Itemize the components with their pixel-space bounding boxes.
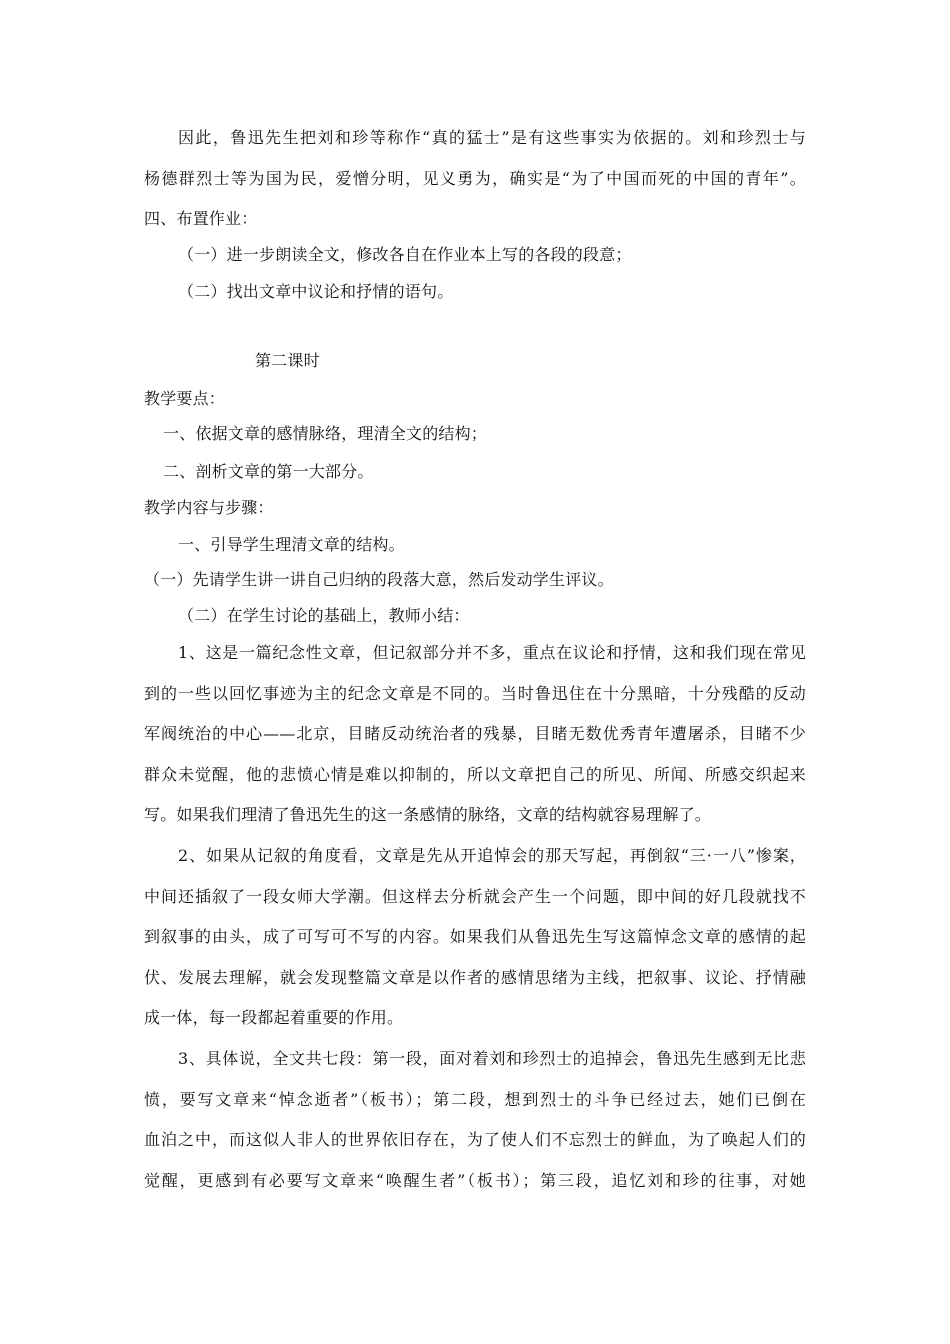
section-heading: 教学内容与步骤：: [144, 498, 274, 517]
paragraph-line: 觉醒，更感到有必要写文章来“唤醒生者”（板书）；第三段，追忆刘和珍的往事，对她: [144, 1171, 806, 1190]
list-item: 一、引导学生理清文章的结构。: [178, 535, 405, 554]
list-item: 一、依据文章的感情脉络，理清全文的结构；: [163, 424, 488, 443]
paragraph-line: 愤，要写文章来“悼念逝者”（板书）；第二段，想到烈士的斗争已经过去，她们已倒在: [144, 1090, 806, 1109]
paragraph-line: 到的一些以回忆事迹为主的纪念文章是不同的。当时鲁迅住在十分黑暗，十分残酷的反动: [144, 684, 806, 703]
paragraph-line: 到叙事的由头，成了可写可不写的内容。如果我们从鲁迅先生写这篇悼念文章的感情的起: [144, 927, 806, 946]
paragraph-line: 中间还插叙了一段女师大学潮。但这样去分析就会产生一个问题，即中间的好几段就找不: [144, 887, 806, 906]
paragraph-line: 杨德群烈士等为国为民，爱憎分明，见义勇为，确实是“为了中国而死的中国的青年”。: [144, 169, 806, 188]
paragraph-line: 因此，鲁迅先生把刘和珍等称作“真的猛士”是有这些事实为依据的。刘和珍烈士与: [178, 128, 806, 147]
list-item: （一）进一步朗读全文，修改各自在作业本上写的各段的段意；: [178, 245, 632, 264]
paragraph-line: 成一体，每一段都起着重要的作用。: [144, 1008, 404, 1027]
paragraph-line: 1、这是一篇纪念性文章，但记叙部分并不多，重点在议论和抒情，这和我们现在常见: [178, 643, 806, 662]
paragraph-line: 伏、发展去理解，就会发现整篇文章是以作者的感情思绪为主线，把叙事、议论、抒情融: [144, 968, 806, 987]
list-item: （二）在学生讨论的基础上，教师小结：: [178, 606, 470, 625]
list-item: （一）先请学生讲一讲自己归纳的段落大意，然后发动学生评议。: [144, 570, 614, 589]
lesson-title: 第二课时: [255, 351, 320, 370]
section-heading: 教学要点：: [144, 389, 226, 408]
paragraph-line: 写。如果我们理清了鲁迅先生的这一条感情的脉络，文章的结构就容易理解了。: [144, 805, 712, 824]
paragraph-line: 3、具体说，全文共七段：第一段，面对着刘和珍烈士的追掉会，鲁迅先生感到无比悲: [178, 1049, 806, 1068]
paragraph-line: 2、如果从记叙的角度看，文章是先从开追悼会的那天写起，再倒叙“三·一八”惨案，: [178, 846, 806, 865]
paragraph-line: 血泊之中，而这似人非人的世界依旧存在，为了使人们不忘烈士的鲜血，为了唤起人们的: [144, 1130, 806, 1149]
list-item: （二）找出文章中议论和抒情的语句。: [178, 282, 454, 301]
paragraph-line: 群众未觉醒，他的悲愤心情是难以抑制的，所以文章把自己的所见、所闻、所感交织起来: [144, 765, 806, 784]
section-heading: 四、布置作业：: [144, 209, 258, 228]
paragraph-line: 军阀统治的中心——北京，目睹反动统治者的残暴，目睹无数优秀青年遭屠杀，目睹不少: [144, 724, 806, 743]
list-item: 二、剖析文章的第一大部分。: [163, 462, 374, 481]
